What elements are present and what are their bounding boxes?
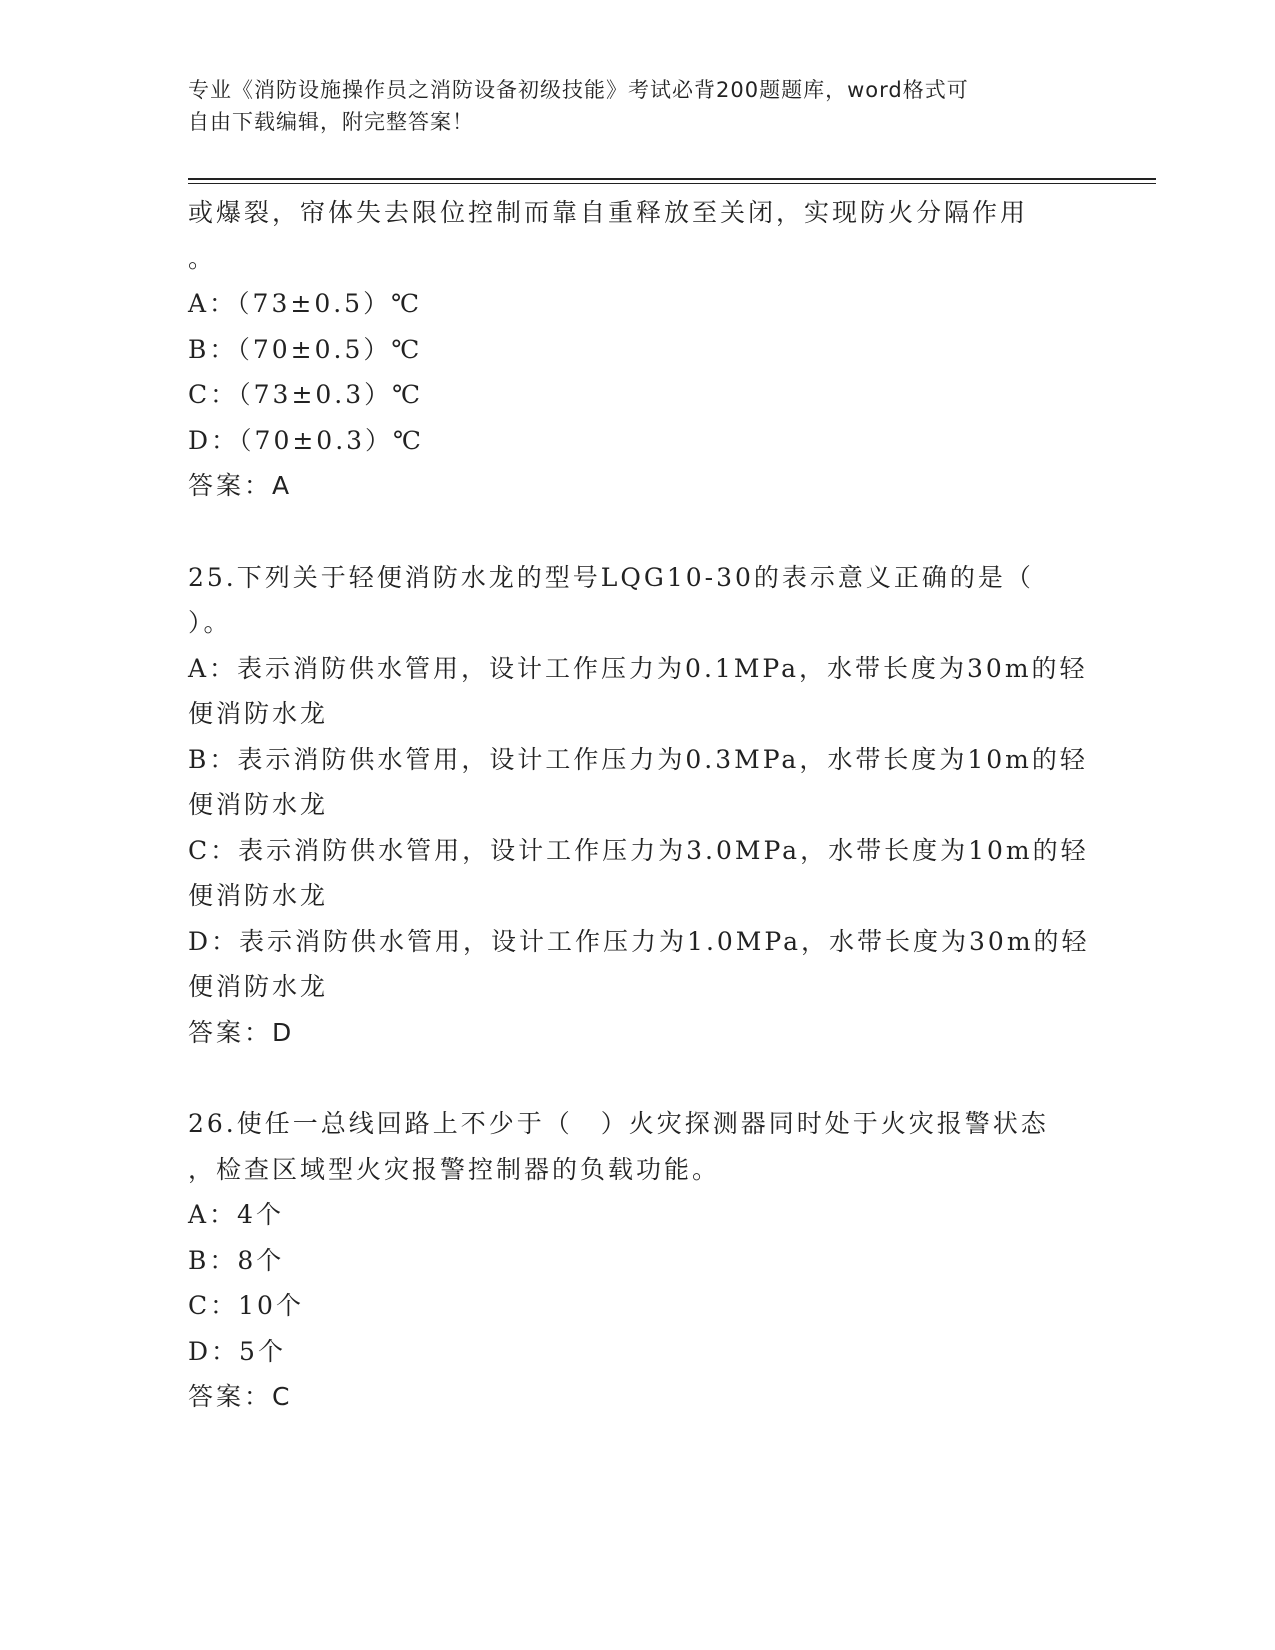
option-d-continued: 便消防水龙 (188, 972, 329, 1001)
question-text-line: 。 (188, 243, 217, 273)
option-c: C：（73±0.3）℃ (188, 380, 424, 409)
document-body (188, 190, 1088, 1420)
option-d: D：（70±0.3）℃ (188, 425, 425, 455)
question-25 (188, 555, 1088, 1056)
option-d: D：5个 (188, 1336, 286, 1366)
answer-line: 答案：A (188, 471, 293, 500)
document-header (188, 74, 1088, 138)
option-b: B：（70±0.5）℃ (188, 334, 423, 364)
question-text-line: ，检查区域型火灾报警控制器的负载功能。 (188, 1154, 721, 1184)
option-b-continued: 便消防水龙 (188, 790, 329, 819)
answer-line: 答案：C (188, 1382, 293, 1411)
question-text-line: 25.下列关于轻便消防水龙的型号LQG10-30的表示意义正确的是（ (188, 562, 1034, 592)
header-rule-thick (188, 178, 1156, 180)
option-d: D：表示消防供水管用，设计工作压力为1.0MPa，水带长度为30m的轻 (188, 926, 1090, 956)
option-b: B：8个 (188, 1245, 285, 1275)
option-c: C：表示消防供水管用，设计工作压力为3.0MPa，水带长度为10m的轻 (188, 835, 1089, 865)
option-a-continued: 便消防水龙 (188, 699, 329, 728)
option-c: C：10个 (188, 1291, 304, 1320)
header-rule-thin (188, 183, 1156, 184)
option-a: A：（73±0.5）℃ (188, 289, 423, 318)
option-a: A：表示消防供水管用，设计工作压力为0.1MPa，水带长度为30m的轻 (188, 653, 1088, 683)
question-24-continuation (188, 190, 1088, 509)
question-text-line: 26.使任一总线回路上不少于（ ）火灾探测器同时处于火灾报警状态 (188, 1109, 1049, 1138)
header-line-1: 专业《消防设施操作员之消防设备初级技能》考试必背200题题库，word格式可 (188, 78, 969, 102)
question-26 (188, 1101, 1088, 1420)
question-text-line: ）。 (188, 608, 232, 637)
answer-line: 答案：D (188, 1017, 295, 1047)
spacer (188, 509, 1088, 555)
option-b: B：表示消防供水管用，设计工作压力为0.3MPa，水带长度为10m的轻 (188, 744, 1088, 774)
option-a: A：4个 (188, 1200, 284, 1229)
header-line-2: 自由下载编辑，附完整答案！ (188, 110, 474, 134)
question-text-line: 或爆裂，帘体失去限位控制而靠自重释放至关闭，实现防火分隔作用 (188, 198, 1029, 227)
option-c-continued: 便消防水龙 (188, 881, 329, 910)
spacer (188, 1055, 1088, 1101)
